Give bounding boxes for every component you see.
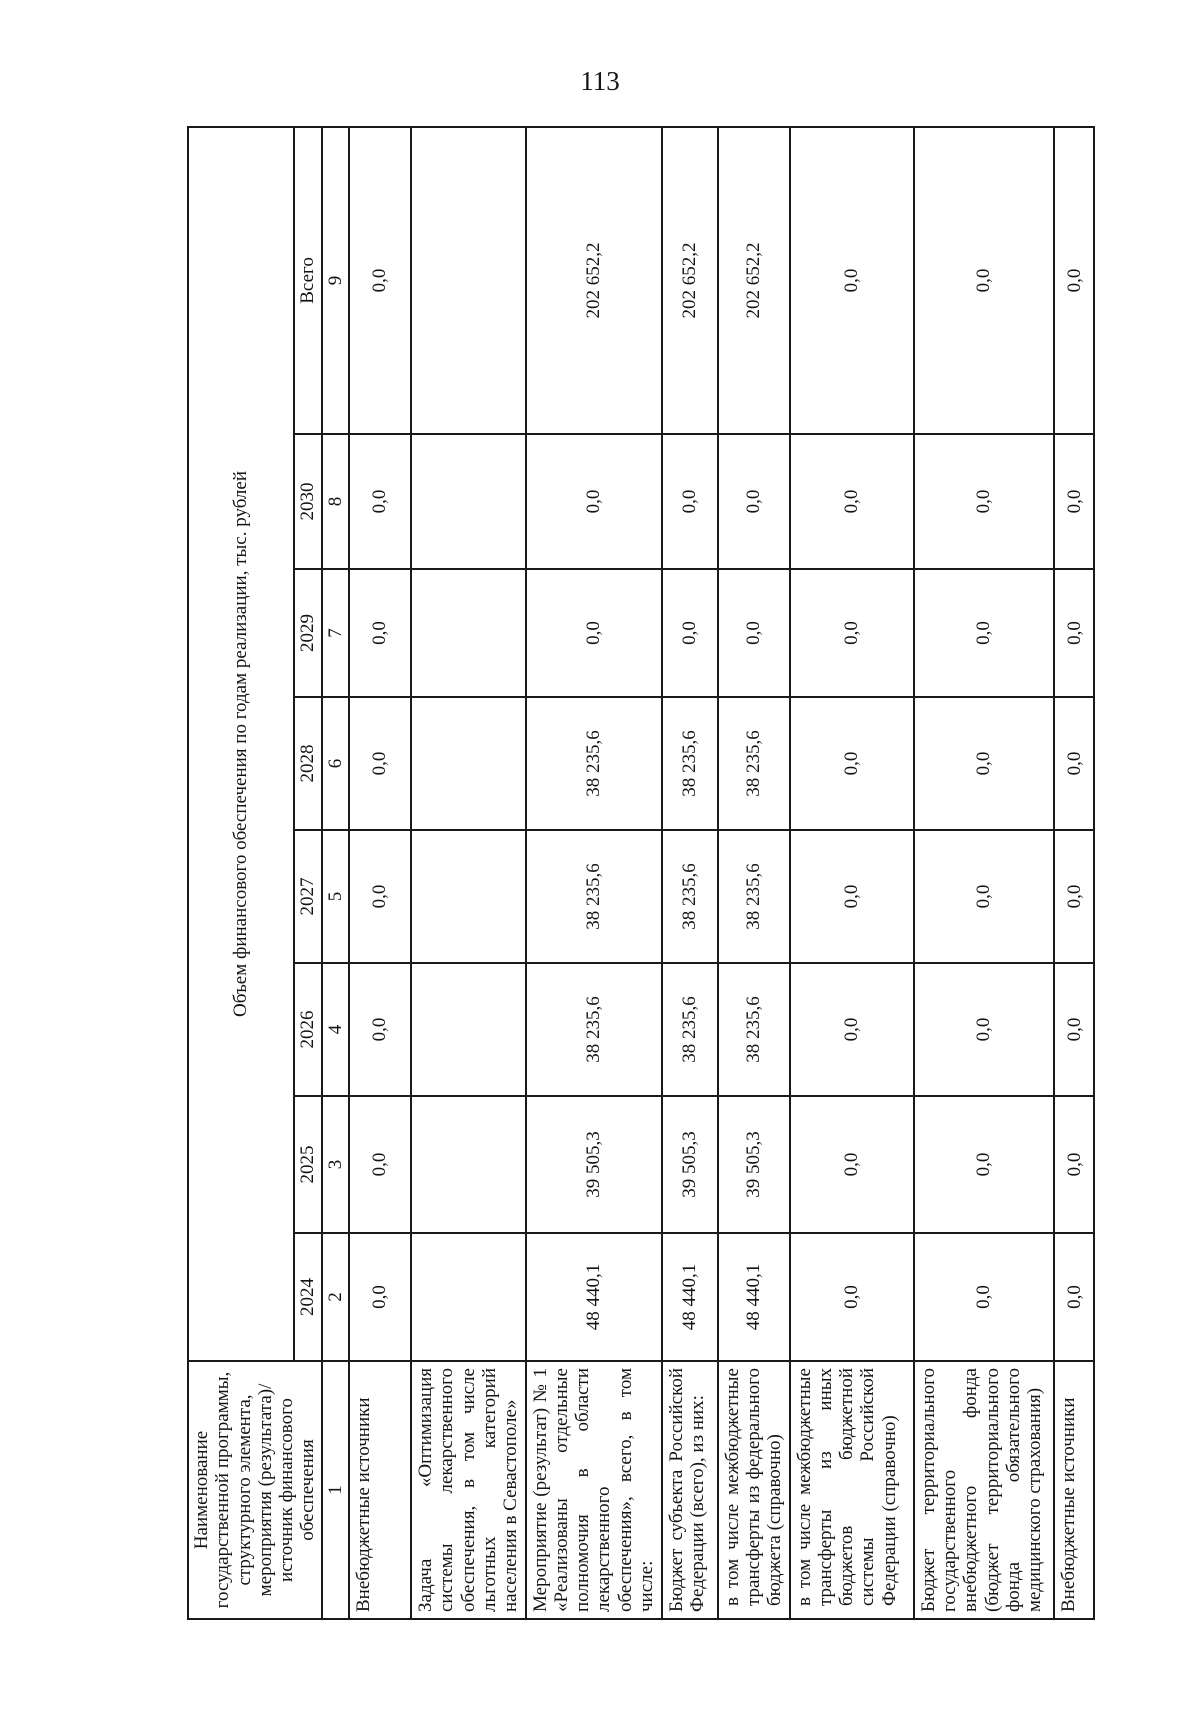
cell-value: 0,0 <box>790 127 914 434</box>
table-row <box>1054 127 1094 1619</box>
column-number: 3 <box>322 1096 349 1233</box>
cell-value <box>411 569 526 697</box>
cell-value: 0,0 <box>1054 569 1094 697</box>
cell-value: 0,0 <box>1054 434 1094 569</box>
cell-value <box>411 1096 526 1233</box>
cell-value <box>411 434 526 569</box>
column-number: 8 <box>322 434 349 569</box>
cell-value: 0,0 <box>914 127 1054 434</box>
cell-value: 202 652,2 <box>662 127 718 434</box>
cell-value: 0,0 <box>526 569 662 697</box>
header-year: 2030 <box>294 434 322 569</box>
cell-value: 0,0 <box>790 569 914 697</box>
cell-value: 0,0 <box>662 434 718 569</box>
cell-value: 0,0 <box>349 434 411 569</box>
cell-value: 38 235,6 <box>662 963 718 1096</box>
row-name: Бюджет территориального государственного внебюджетного фонда (бюджет территориального фонда обязательного медицинского страхования) <box>914 1361 1054 1619</box>
cell-value: 0,0 <box>790 434 914 569</box>
cell-value: 0,0 <box>349 1233 411 1361</box>
cell-value: 38 235,6 <box>526 963 662 1096</box>
cell-value: 202 652,2 <box>718 127 790 434</box>
cell-value: 0,0 <box>349 697 411 830</box>
cell-value: 0,0 <box>914 963 1054 1096</box>
cell-value <box>411 127 526 434</box>
cell-value: 0,0 <box>526 434 662 569</box>
row-name: Задача «Оптимизация системы лекарственного обеспечения, в том числе льготных категорий населения в Севастополе» <box>411 1361 526 1619</box>
cell-value <box>411 1233 526 1361</box>
table-row <box>411 127 526 1619</box>
header-volume-group: Объем финансового обеспечения по годам реализации, тыс. рублей <box>188 127 294 1361</box>
cell-value: 0,0 <box>914 434 1054 569</box>
cell-value: 0,0 <box>914 830 1054 963</box>
row-name: в том числе межбюджетные трансферты из федерального бюджета (справочно) <box>718 1361 790 1619</box>
column-number: 2 <box>322 1233 349 1361</box>
table-row <box>349 127 411 1619</box>
column-number: 1 <box>322 1361 349 1619</box>
cell-value: 0,0 <box>790 1096 914 1233</box>
row-name: Внебюджетные источники <box>349 1361 411 1619</box>
financing-table <box>187 126 1095 1620</box>
header-year: 2028 <box>294 697 322 830</box>
column-number: 7 <box>322 569 349 697</box>
cell-value: 39 505,3 <box>526 1096 662 1233</box>
page-number: 113 <box>580 66 620 96</box>
header-total: Всего <box>294 127 322 434</box>
column-number: 5 <box>322 830 349 963</box>
column-number: 4 <box>322 963 349 1096</box>
cell-value: 0,0 <box>1054 963 1094 1096</box>
header-year: 2025 <box>294 1096 322 1233</box>
cell-value: 0,0 <box>349 963 411 1096</box>
cell-value: 0,0 <box>1054 697 1094 830</box>
cell-value: 0,0 <box>914 569 1054 697</box>
header-year: 2027 <box>294 830 322 963</box>
cell-value: 0,0 <box>914 1233 1054 1361</box>
cell-value: 38 235,6 <box>718 697 790 830</box>
cell-value: 38 235,6 <box>526 830 662 963</box>
cell-value: 48 440,1 <box>718 1233 790 1361</box>
cell-value: 0,0 <box>349 569 411 697</box>
cell-value: 38 235,6 <box>718 963 790 1096</box>
cell-value: 0,0 <box>790 697 914 830</box>
table-row <box>914 127 1054 1619</box>
header-name-column: Наименование государственной программы, структурного элемента, мероприятия (результата)/источник финансового обеспечения <box>188 1361 322 1619</box>
table-row <box>790 127 914 1619</box>
cell-value: 0,0 <box>349 1096 411 1233</box>
cell-value: 0,0 <box>790 1233 914 1361</box>
cell-value: 0,0 <box>790 963 914 1096</box>
cell-value: 0,0 <box>1054 1096 1094 1233</box>
cell-value: 0,0 <box>1054 127 1094 434</box>
column-number: 9 <box>322 127 349 434</box>
row-name: Мероприятие (результат) № 1 «Реализованы отдельные полномочия в области лекарственного обеспечения», всего, в том числе: <box>526 1361 662 1619</box>
cell-value <box>411 963 526 1096</box>
cell-value: 202 652,2 <box>526 127 662 434</box>
row-name: в том числе межбюджетные трансферты из иных бюджетов бюджетной системы Российской Федерации (справочно) <box>790 1361 914 1619</box>
cell-value: 0,0 <box>662 569 718 697</box>
cell-value <box>411 697 526 830</box>
table-row <box>718 127 790 1619</box>
column-number-row <box>322 127 349 1619</box>
cell-value: 0,0 <box>718 569 790 697</box>
cell-value: 0,0 <box>349 127 411 434</box>
cell-value: 38 235,6 <box>662 830 718 963</box>
cell-value: 38 235,6 <box>718 830 790 963</box>
cell-value: 0,0 <box>914 1096 1054 1233</box>
header-year: 2026 <box>294 963 322 1096</box>
row-name: Бюджет субъекта Российской Федерации (всего), из них: <box>662 1361 718 1619</box>
cell-value: 48 440,1 <box>526 1233 662 1361</box>
cell-value: 0,0 <box>790 830 914 963</box>
cell-value: 0,0 <box>1054 1233 1094 1361</box>
row-name: Внебюджетные источники <box>1054 1361 1094 1619</box>
cell-value: 39 505,3 <box>718 1096 790 1233</box>
column-number: 6 <box>322 697 349 830</box>
cell-value <box>411 830 526 963</box>
cell-value: 0,0 <box>914 697 1054 830</box>
cell-value: 38 235,6 <box>662 697 718 830</box>
header-year: 2029 <box>294 569 322 697</box>
table-row <box>662 127 718 1619</box>
cell-value: 0,0 <box>718 434 790 569</box>
header-year: 2024 <box>294 1233 322 1361</box>
cell-value: 0,0 <box>1054 830 1094 963</box>
cell-value: 38 235,6 <box>526 697 662 830</box>
cell-value: 0,0 <box>349 830 411 963</box>
cell-value: 48 440,1 <box>662 1233 718 1361</box>
cell-value: 39 505,3 <box>662 1096 718 1233</box>
table-row <box>526 127 662 1619</box>
financing-table-rotated <box>187 128 1093 1620</box>
